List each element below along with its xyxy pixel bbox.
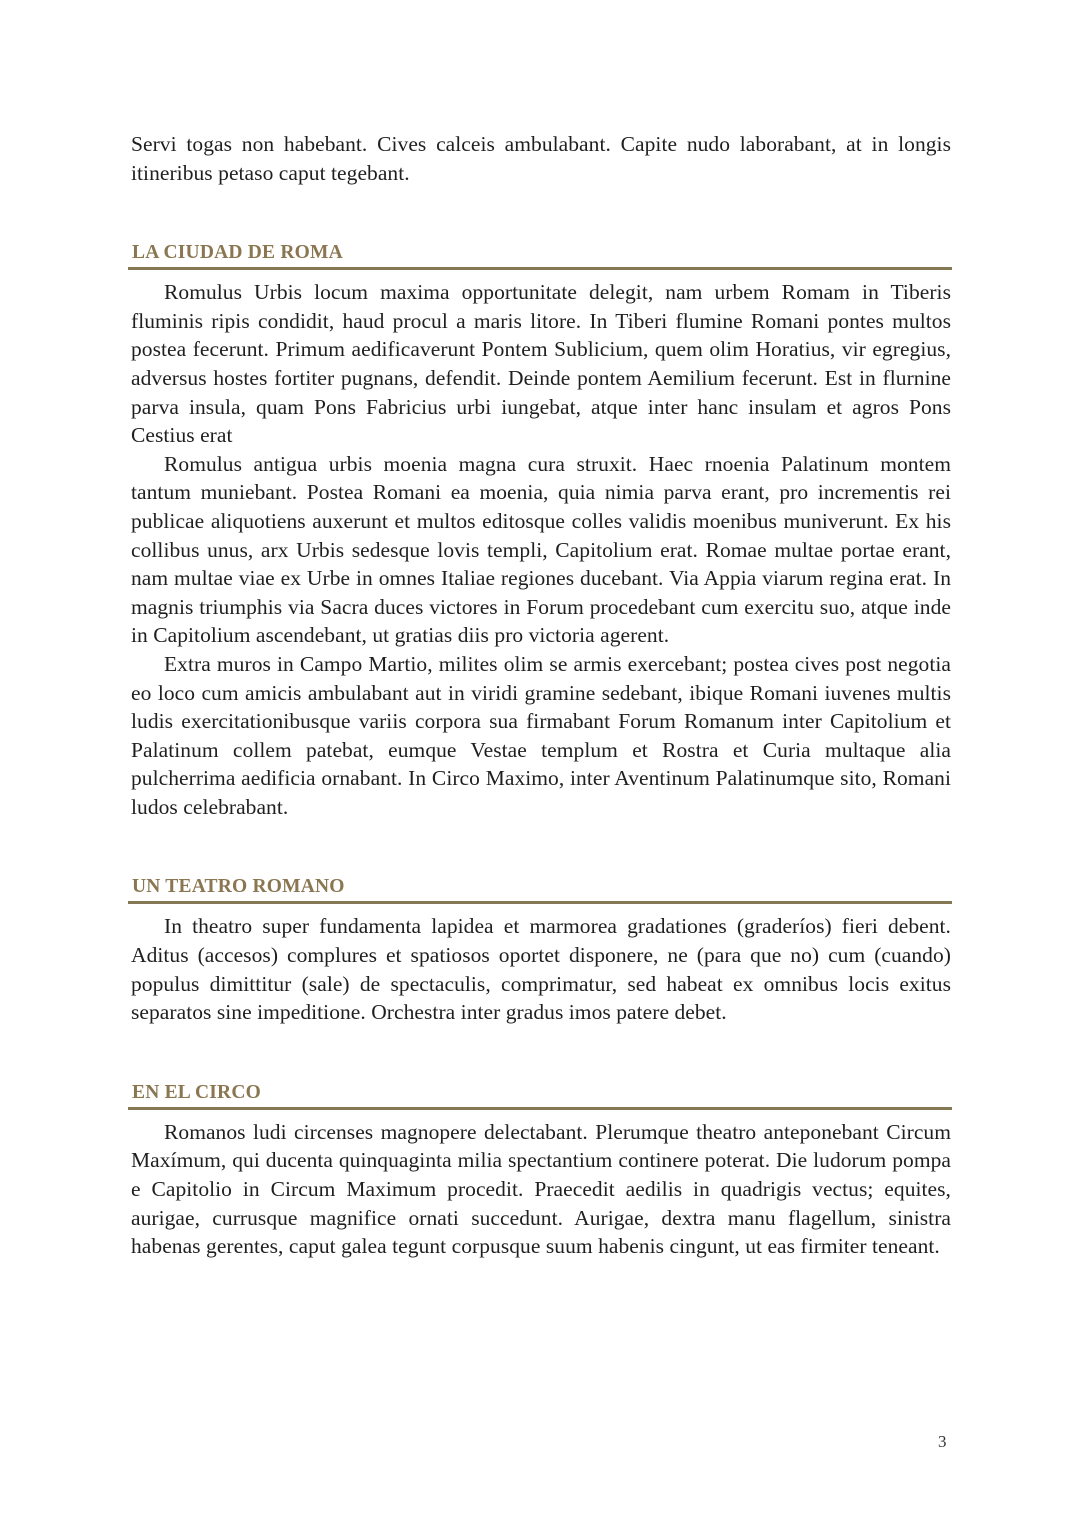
body-paragraph: In theatro super fundamenta lapidea et marmorea gradationes (graderíos) fieri debent. Aditus (accesos) complures et spatiosos oportet disponere, ne (para que no) cum (cuando) populus dimittitur (sale) de spectaculis, comprimatur, sed habeat ex omnibus locis exitus separatos sine impeditione. Orchestra inter gradus imos patere debet. <box>131 914 951 1025</box>
section-heading-text: UN TEATRO ROMANO <box>132 876 345 898</box>
section-body <box>131 1118 951 1261</box>
section-heading-text: EN EL CIRCO <box>132 1081 261 1103</box>
section-heading <box>128 241 952 270</box>
section-la-ciudad-de-roma <box>131 241 951 821</box>
body-paragraph: Romanos ludi circenses magnopere delectabant. Plerumque theatro anteponebant Circum Maxímum, qui ducenta quinquaginta milia spectantium continere poterat. Die ludorum pompa e Capitolio in Circum Maximum procedit. Praecedit aedilis in quadrigis vectus; equites, aurigae, currusque magnifice ornati succedunt. Aurigae, dextra manu flagellum, sinistra habenas gerentes, caput galea tegunt corpusque suum habenis cingunt, ut eas firmiter teneant. <box>131 1119 951 1259</box>
body-paragraph: Romulus antigua urbis moenia magna cura struxit. Haec rnoenia Palatinum montem tantum muniebant. Postea Romani ea moenia, quia nimia parva erant, pro incrementis rei publicae aliquotiens auxerunt et multos editosque colles validis moenibus muniverunt. Ex his collibus unus, arx Urbis sedesque lovis templi, Capitolium erat. Romae multae portae erant, nam multae viae ex Urbe in omnes Italiae regiones ducebant. Via Appia viarum regina erat. In magnis triumphis via Sacra duces victores in Forum procedebant cum exercitu suo, atque inde in Capitolium ascendebant, ut gratias diis pro victoria agerent. <box>131 451 951 648</box>
section-heading-text: LA CIUDAD DE ROMA <box>132 242 343 264</box>
body-paragraph: Romulus Urbis locum maxima opportunitate delegit, nam urbem Romam in Tiberis fluminis ripis condidit, haud procul a maris litore. In Tiberi flumine Romani pontes multos postea fecerunt. Primum aedificaverunt Pontem Sublicium, quem olim Horatius, vir egregius, adversus hostes fortiter pugnans, defendit. Deinde pontem Aemilium fecerunt. Est in flurnine parva insula, quam Pons Fabricius urbi iungebat, atque inter hanc insulam et agros Pons Cestius erat <box>131 280 951 448</box>
intro-paragraph: Servi togas non habebant. Cives calceis ambulabant. Capite nudo laborabant, at in longis itineribus petaso caput tegebant. <box>131 132 951 185</box>
section-en-el-circo <box>131 1081 951 1261</box>
section-un-teatro-romano <box>131 875 951 1026</box>
page-number: 3 <box>938 1432 947 1451</box>
section-heading <box>128 875 952 904</box>
document-page <box>131 130 951 1261</box>
section-body <box>131 912 951 1026</box>
section-heading <box>128 1081 952 1110</box>
body-paragraph: Extra muros in Campo Martio, milites olim se armis exercebant; postea cives post negotia eo loco cum amicis ambulabant aut in viridi gramine sedebant, ibique Romani iuvenes multis ludis exercitationibusque variis corpora sua firmabant Forum Romanum inter Capitolium et Palatinum collem patebat, eumque Vestae templum et Rostra et Curia multaque alia pulcherrima aedificia ornabant. In Circo Maximo, inter Aventinum Palatinumque sito, Romani ludos celebrabant. <box>131 651 951 819</box>
section-body <box>131 278 951 821</box>
